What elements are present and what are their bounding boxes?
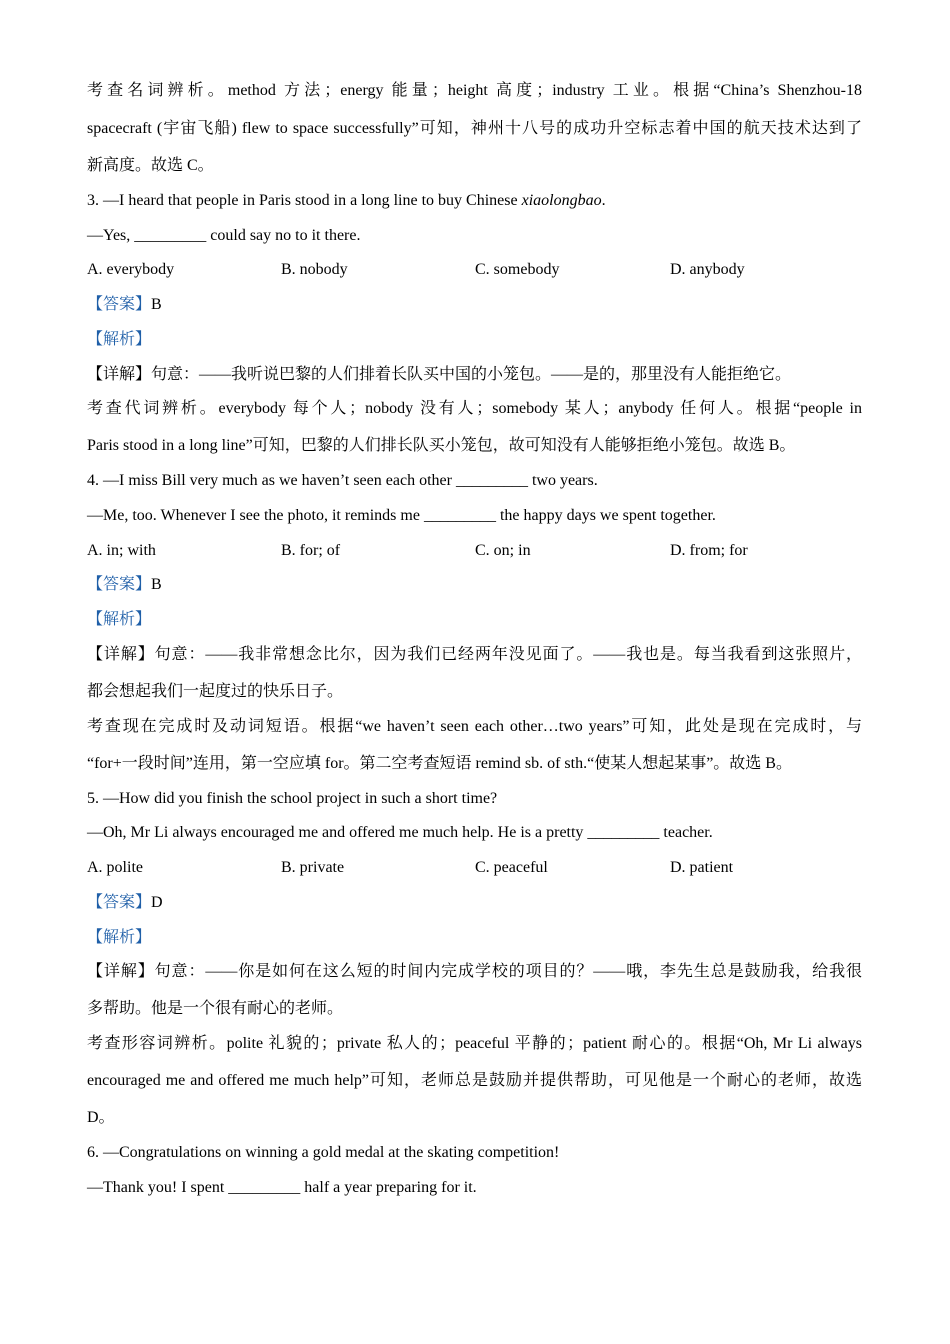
q3-stem (87, 191, 862, 211)
q4-analysis-label-line (87, 610, 862, 630)
answer-label: 【答案】 (87, 894, 152, 911)
q5-analysis-line-2: encouraged me and offered me much help”可知，老师总是鼓励并提供帮助，可见他是一个耐心的老师，故选 (87, 1072, 862, 1089)
answer-label: 【答案】 (87, 576, 152, 593)
q4-option-c: C. on; in (475, 542, 531, 559)
q4-analysis-line-2: “for+一段时间”连用，第一空应填 for。第二空考查短语 remind sb. of sth.“使某人想起某事”。故选 B。 (87, 755, 792, 772)
q3-stem-prefix: 3. —I heard that people in Paris stood in a long line to buy Chinese (87, 192, 522, 209)
q4-option-a: A. in; with (87, 542, 156, 559)
q3-analysis-line-2: Paris stood in a long line”可知，巴黎的人们排长队买小笼包，故可知没有人能够拒绝小笼包。故选 B。 (87, 437, 796, 454)
q5-detail-line-1 (87, 962, 862, 982)
q6-stem: 6. —Congratulations on winning a gold medal at the skating competition! (87, 1144, 560, 1161)
q2-analysis-line-3: 新高度。故选 C。 (87, 157, 214, 174)
q4-detail-text-1: 句意：——我非常想念比尔，因为我们已经两年没见面了。——我也是。每当我看到这张照片， (154, 646, 862, 663)
q5-answer-line (87, 893, 862, 913)
analysis-label: 【解析】 (87, 929, 152, 946)
q5-analysis-label-line (87, 928, 862, 948)
q5-option-d: D. patient (670, 859, 734, 876)
q3-option-c: C. somebody (475, 261, 560, 278)
q3-answer-line (87, 295, 862, 315)
analysis-label: 【解析】 (87, 611, 152, 628)
q5-detail-text-1: 句意：——你是如何在这么短的时间内完成学校的项目的？——哦，李先生总是鼓励我，给我很 (154, 963, 862, 980)
q2-analysis-line-2: spacecraft (宇宙飞船) flew to space successfully”可知，神州十八号的成功升空标志着中国的航天技术达到了 (87, 120, 862, 137)
detail-label: 【详解】 (87, 646, 155, 663)
q5-option-a: A. polite (87, 859, 143, 876)
q5-analysis-line-1: 考查形容词辨析。polite 礼貌的；private 私人的；peaceful 平静的；patient 耐心的。根据“Oh, Mr Li always (87, 1035, 862, 1052)
q4-analysis-line-1: 考查现在完成时及动词短语。根据“we haven’t seen each other…two years”可知，此处是现在完成时，与 (87, 718, 862, 735)
q3-analysis-line-1: 考查代词辨析。everybody 每个人；nobody 没有人；somebody 某人；anybody 任何人。根据“people in (87, 400, 862, 417)
q4-answer-line (87, 575, 862, 595)
q4-detail-line-2: 都会想起我们一起度过的快乐日子。 (87, 683, 344, 700)
q4-reply: —Me, too. Whenever I see the photo, it reminds me _________ the happy days we spent together. (87, 507, 716, 524)
q5-reply: —Oh, Mr Li always encouraged me and offered me much help. He is a pretty _________ teacher. (87, 824, 713, 841)
q2-analysis-line-1: 考查名词辨析。method 方法；energy 能量；height 高度；industry 工业。根据“China’s Shenzhou-18 (87, 82, 862, 99)
q3-detail-line-1 (87, 365, 862, 385)
q4-option-b: B. for; of (281, 542, 341, 559)
q3-stem-suffix: . (601, 192, 606, 209)
q3-option-d: D. anybody (670, 261, 745, 278)
q5-option-c: C. peaceful (475, 859, 548, 876)
q4-answer: B (151, 576, 162, 593)
q3-detail-text: 句意：——我听说巴黎的人们排着长队买中国的小笼包。——是的，那里没有人能拒绝它。 (151, 366, 792, 383)
q5-detail-line-2: 多帮助。他是一个很有耐心的老师。 (87, 1000, 344, 1017)
q3-answer: B (151, 296, 162, 313)
q5-stem: 5. —How did you finish the school project in such a short time? (87, 790, 498, 807)
q4-stem: 4. —I miss Bill very much as we haven’t seen each other _________ two years. (87, 472, 598, 489)
analysis-label: 【解析】 (87, 331, 152, 348)
q6-reply: —Thank you! I spent _________ half a year preparing for it. (87, 1179, 477, 1196)
detail-label: 【详解】 (87, 366, 152, 383)
answer-label: 【答案】 (87, 296, 152, 313)
q3-stem-italic: xiaolongbao (521, 192, 602, 209)
q4-option-d: D. from; for (670, 542, 748, 559)
q5-answer: D (151, 894, 163, 911)
q3-reply: —Yes, _________ could say no to it there. (87, 227, 361, 244)
q5-option-b: B. private (281, 859, 345, 876)
q4-detail-line-1 (87, 645, 862, 665)
q3-option-b: B. nobody (281, 261, 348, 278)
q3-option-a: A. everybody (87, 261, 175, 278)
q3-analysis-label-line (87, 330, 862, 350)
detail-label: 【详解】 (87, 963, 155, 980)
q5-analysis-line-3: D。 (87, 1109, 115, 1126)
